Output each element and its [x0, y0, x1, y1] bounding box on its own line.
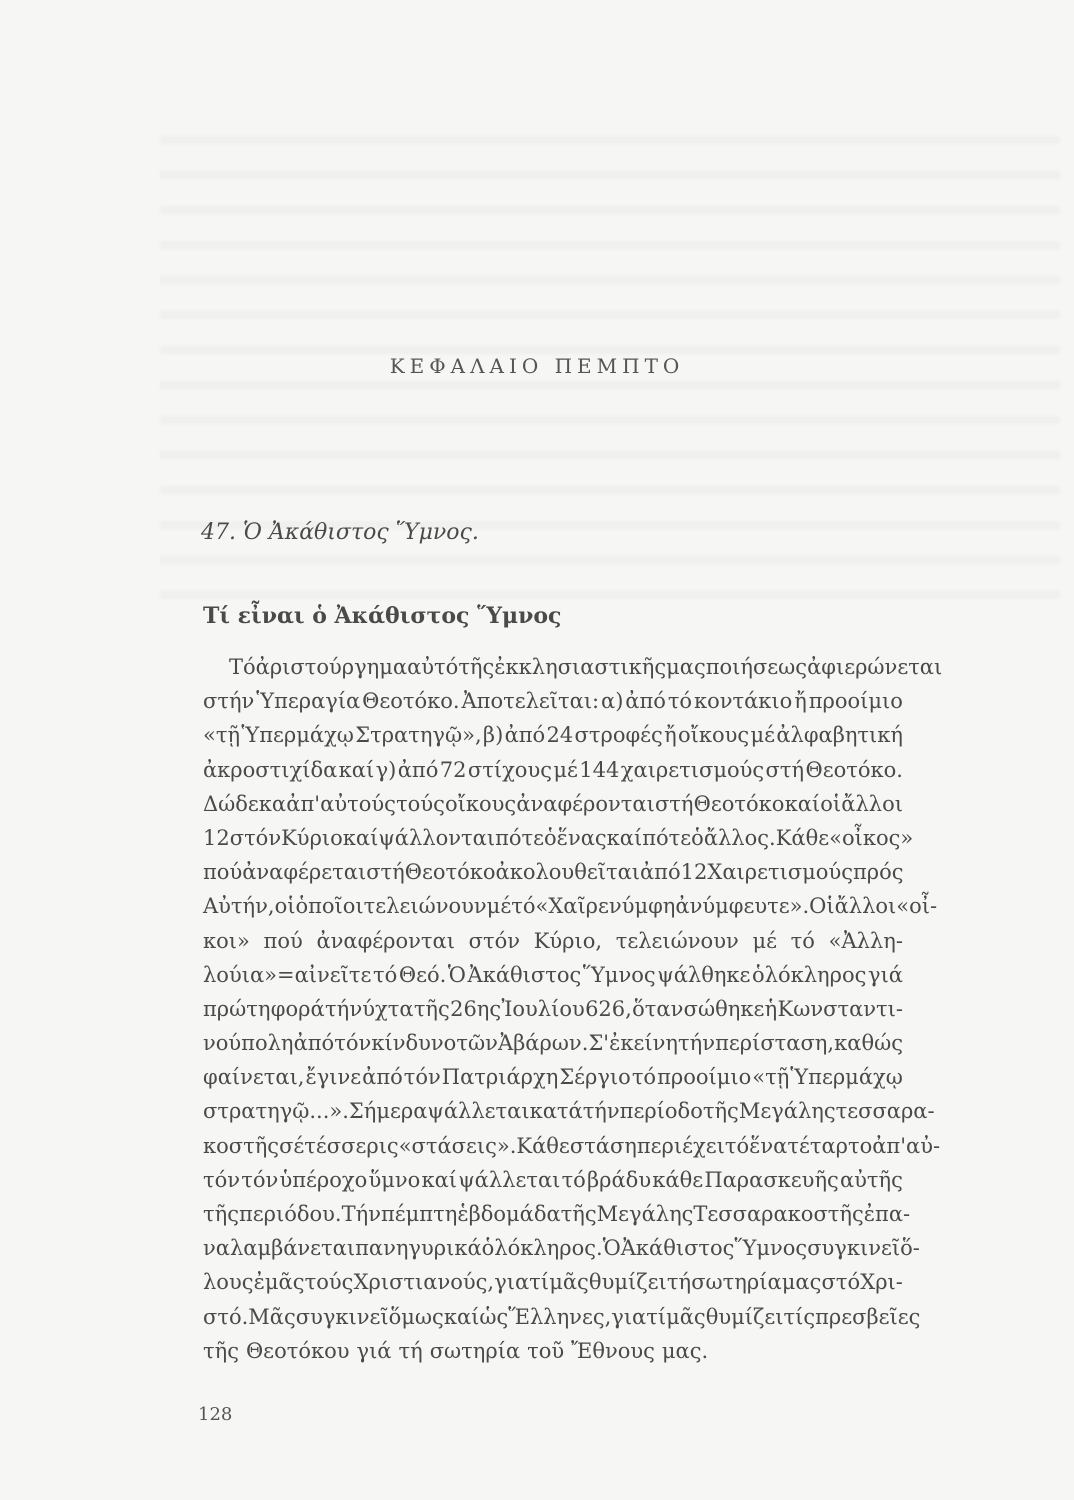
word: ἀπό — [362, 1065, 403, 1090]
word: ὅταν — [632, 996, 684, 1021]
word: μᾶς — [549, 1270, 589, 1295]
word: ἀπό — [293, 1031, 335, 1056]
word: πού — [203, 860, 243, 885]
word: τή — [666, 1270, 692, 1295]
word: στή — [765, 757, 805, 782]
word: στάση — [569, 1133, 637, 1158]
word: ὁλόκληρος — [752, 962, 867, 987]
word: ὡς — [479, 1304, 509, 1329]
word: α) — [601, 689, 624, 714]
word: ψάλλεται — [458, 1167, 561, 1192]
word: πρός — [852, 860, 904, 885]
word: 144 — [579, 757, 620, 782]
word: λούια»=αἰνεῖτε — [203, 962, 372, 987]
word: 72 — [439, 757, 467, 782]
word: ἐπα- — [863, 1202, 911, 1226]
word: ἑβδομάδα — [457, 1202, 561, 1226]
word: τῶν — [456, 1031, 498, 1056]
word: περιέχει — [636, 1133, 725, 1158]
word: στό. — [203, 1304, 249, 1329]
word: Θεοτόκου — [245, 1338, 350, 1363]
word: νύμφη — [608, 894, 676, 919]
word: μας. — [661, 1338, 709, 1363]
word: γιά — [356, 1338, 392, 1363]
body-line — [203, 718, 903, 752]
word: Ἀβάρων. — [497, 1031, 589, 1056]
body-line — [203, 1300, 921, 1334]
word: τή — [324, 996, 350, 1021]
word: ἀκολουθεῖται — [495, 860, 640, 885]
body-line — [203, 1060, 903, 1094]
word: στό — [821, 1270, 861, 1295]
word: καί — [784, 791, 821, 816]
word: Ἕλληνες, — [508, 1304, 612, 1329]
word: τοῦ — [527, 1338, 565, 1363]
word: Κύριο, — [533, 928, 603, 953]
word: κατά — [529, 1099, 583, 1124]
word: στρατηγῷ...». — [203, 1099, 349, 1124]
word: Θεοτόκο — [404, 860, 496, 885]
word: Θεοτόκο. — [362, 689, 460, 714]
word: προοίμιο — [657, 1065, 752, 1090]
word: Χαιρετισμούς — [707, 860, 853, 885]
word: τούς — [396, 791, 445, 816]
word: ἤ — [794, 689, 807, 714]
body-line — [203, 924, 903, 958]
word: καί — [421, 1167, 457, 1192]
word: ἕνα — [749, 1133, 788, 1158]
word: βράδυ — [587, 1167, 652, 1192]
word: τό — [372, 962, 398, 987]
word: Πατριάρχη — [441, 1065, 559, 1090]
word: τῆς — [560, 1202, 597, 1226]
word: ἀλφαβητική — [776, 723, 903, 748]
body-line — [203, 1129, 941, 1163]
word: ναλαμβάνεται — [203, 1236, 356, 1261]
word: Αὐτήν, — [203, 894, 275, 919]
word: ἀριστούργημα — [255, 655, 408, 679]
word: οἱ — [274, 894, 296, 919]
word: ἀφιερώνεται — [807, 655, 943, 679]
word: τέταρτο — [787, 1133, 873, 1158]
word: κάθε — [652, 1167, 704, 1192]
word: μας — [666, 655, 706, 679]
word: τό — [724, 1133, 750, 1158]
word: Τό — [229, 655, 256, 679]
word: αὐτούς — [320, 791, 396, 816]
word: ὑπέροχο — [279, 1167, 368, 1192]
word: μέ — [752, 928, 777, 953]
word: μᾶς — [666, 1304, 706, 1329]
word: ἔγινε — [305, 1065, 362, 1090]
word: στόν — [229, 825, 282, 850]
word: πότε — [495, 825, 545, 850]
word: «τῇ — [203, 723, 241, 748]
body-line — [203, 753, 903, 787]
word: τή — [398, 1338, 423, 1363]
word: Χρι- — [860, 1270, 903, 1295]
word: ὅ- — [900, 1236, 920, 1261]
word: Σέργιο — [559, 1065, 631, 1090]
word: «τῇ — [752, 1065, 790, 1090]
word: χαιρετισμούς — [620, 757, 765, 782]
word: σωτηρία — [691, 1270, 782, 1295]
body-line — [203, 992, 903, 1026]
word: ἀπό — [397, 757, 439, 782]
body-line — [203, 889, 938, 923]
word: β) — [482, 723, 504, 748]
body-line — [203, 1026, 903, 1060]
body-line — [203, 684, 903, 718]
word: ψάλθηκε — [657, 962, 751, 987]
word: τό — [561, 1167, 586, 1192]
word: στόν — [468, 928, 521, 953]
word: συγκινεῖ — [295, 1304, 389, 1329]
word: Στρατηγῷ», — [355, 723, 482, 748]
word: Ὑπεραγία — [256, 689, 361, 714]
word: στή — [654, 791, 694, 816]
word: αὐ- — [906, 1133, 941, 1158]
word: Ἰουλίου — [501, 996, 585, 1021]
word: οἴκους — [678, 723, 750, 748]
word: προοίμιο — [808, 689, 903, 714]
word: μας — [781, 1270, 822, 1295]
word: ἀναφέρονται — [316, 928, 455, 953]
word: ὅμως — [388, 1304, 444, 1329]
word: τελειώνουν — [363, 894, 487, 919]
word: γιατί — [611, 1304, 667, 1329]
word: ἄλλοι — [834, 894, 897, 919]
word: θυμίζει — [705, 1304, 784, 1329]
body-line — [203, 1265, 903, 1299]
word: νούπολη — [203, 1031, 294, 1056]
subheading: Τί εἶναι ὁ Ἀκάθιστος Ὕμνος — [203, 603, 562, 629]
word: γιατί — [494, 1270, 550, 1295]
word: τῆς — [203, 1202, 239, 1226]
word: σωτηρία — [429, 1338, 521, 1363]
word: Παρασκευῆς — [704, 1167, 839, 1192]
word: Μεγάλης — [738, 1099, 836, 1124]
word: γ) — [375, 757, 397, 782]
word: «Χαῖρε — [535, 894, 609, 919]
word: ψάλλονται — [378, 825, 496, 850]
word: ἄλλος. — [703, 825, 776, 850]
word: Ἀκάθιστος — [467, 962, 582, 987]
word: λους — [203, 1270, 254, 1295]
word: ψάλλεται — [427, 1099, 530, 1124]
word: Κύριο — [281, 825, 343, 850]
word: Ὑπερμάχῳ — [790, 1065, 903, 1090]
word: ἀπό — [504, 723, 546, 748]
word: 24 — [546, 723, 574, 748]
word: ὁποῖοι — [295, 894, 364, 919]
word: τό — [631, 1065, 657, 1090]
word: τό — [667, 689, 693, 714]
word: μέ — [486, 894, 512, 919]
word: στή — [366, 860, 405, 885]
word: συγκινεῖ — [807, 1236, 901, 1261]
word: στίχους — [467, 757, 552, 782]
body-line — [203, 650, 943, 684]
word: Ἔθνους — [571, 1338, 655, 1363]
word: Τεσσαρακοστῆς — [693, 1202, 864, 1226]
word: τόν — [241, 1167, 279, 1192]
word: πρεσβεῖες — [815, 1304, 921, 1329]
word: Σ' — [588, 1031, 610, 1056]
word: 626, — [585, 996, 632, 1021]
body-line — [203, 1163, 903, 1197]
word: ἕνας — [556, 825, 607, 850]
word: ὁλόκληρος. — [481, 1236, 603, 1261]
word: ἀπ' — [872, 1133, 907, 1158]
word: τῆς — [203, 1338, 239, 1363]
word: νύχτα — [349, 996, 414, 1021]
word: μέ — [553, 757, 578, 782]
word: καί — [606, 825, 643, 850]
word: καί — [338, 757, 375, 782]
word: πέμπτη — [380, 1202, 458, 1226]
word: ὁ — [544, 825, 557, 850]
word: Τήν — [341, 1202, 381, 1226]
word: ἀναφέρονται — [516, 791, 655, 816]
word: τῆς — [702, 1099, 739, 1124]
word: τίς — [783, 1304, 816, 1329]
body-line — [203, 1197, 911, 1231]
body-line — [203, 1094, 935, 1128]
word: τελειώνουν — [615, 928, 739, 953]
word: ἤ — [664, 723, 677, 748]
word: τόν — [203, 1167, 241, 1192]
word: ἐκκλησιαστικῆς — [494, 655, 667, 679]
word: ποιήσεως — [705, 655, 808, 679]
word: Ἀποτελεῖται: — [461, 689, 600, 714]
word: ἀναφέρεται — [242, 860, 367, 885]
word: μέ — [750, 723, 776, 748]
word: «στάσεις». — [398, 1133, 517, 1158]
word: Ὁ — [602, 1236, 621, 1261]
word: Θεοτόκο. — [805, 757, 903, 782]
word: περιόδου. — [238, 1202, 342, 1226]
word: τόν — [334, 1031, 372, 1056]
word: ἀπ' — [286, 791, 321, 816]
word: κίνδυνο — [371, 1031, 457, 1056]
body-line — [203, 787, 903, 821]
word: τῆς — [458, 655, 495, 679]
word: οἴκους — [445, 791, 517, 816]
chapter-title: ΚΕΦΑΛΑΙΟ ΠΕΜΠΤΟ — [389, 354, 685, 378]
word: πότε — [642, 825, 692, 850]
word: τῆς — [413, 996, 450, 1021]
word: Θεοτόκο — [693, 791, 785, 816]
word: ὕμνο — [368, 1167, 421, 1192]
word: κοι» — [203, 928, 250, 953]
word: γιά — [868, 962, 903, 987]
body-line — [203, 1231, 920, 1265]
word: Σήμερα — [348, 1099, 428, 1124]
word: ἀπό — [640, 860, 681, 885]
word: οἱ — [820, 791, 842, 816]
word: καί — [443, 1304, 480, 1329]
word: Κάθε — [775, 825, 830, 850]
word: ἐκείνη — [609, 1031, 678, 1056]
body-paragraph — [203, 650, 943, 1368]
word: πανηγυρικά — [355, 1236, 482, 1261]
word: Κωνσταντι- — [777, 996, 903, 1021]
word: Δώδεκα — [203, 791, 287, 816]
body-line — [203, 958, 903, 992]
word: Θεό. — [398, 962, 447, 987]
word: ὁ — [691, 825, 704, 850]
word: στροφές — [574, 723, 663, 748]
word: ἀκροστιχίδα — [203, 757, 338, 782]
word: ἀπό — [625, 689, 666, 714]
word: Ὕμνος — [734, 1236, 808, 1261]
word: στήν — [203, 689, 255, 714]
word: φαίνεται, — [203, 1065, 305, 1090]
word: τόν — [403, 1065, 441, 1090]
word: Μᾶς — [248, 1304, 296, 1329]
word: περίοδο — [619, 1099, 703, 1124]
word: «οἶ- — [896, 894, 938, 919]
word: τούς — [304, 1270, 354, 1295]
word: ἀνύμφευτε». — [675, 894, 810, 919]
word: τήν — [582, 1099, 620, 1124]
word: τήν — [678, 1031, 716, 1056]
word: αὐτό — [407, 655, 459, 679]
page-number: 128 — [198, 1404, 233, 1425]
word: ἄλλοι — [841, 791, 903, 816]
word: πρώτη — [203, 996, 271, 1021]
word: Ἀκάθιστος — [620, 1236, 735, 1261]
word: θυμίζει — [588, 1270, 667, 1295]
section-heading: 47. Ὁ Ἀκάθιστος Ὕμνος. — [201, 520, 479, 545]
body-line — [203, 821, 914, 855]
word: κοστῆς — [203, 1133, 280, 1158]
word: ἐμᾶς — [253, 1270, 305, 1295]
word: καθώς — [834, 1031, 903, 1056]
word: κοντάκιο — [693, 689, 793, 714]
word: τέσσερις — [304, 1133, 399, 1158]
word: πού — [263, 928, 303, 953]
word: Οἱ — [809, 894, 835, 919]
word: σώθηκε — [683, 996, 765, 1021]
word: «Ἀλλη- — [828, 928, 903, 953]
body-line — [203, 1334, 903, 1368]
body-line — [203, 855, 903, 889]
word: Ὑπερμάχῳ — [241, 723, 354, 748]
word: καί — [342, 825, 379, 850]
word: περίσταση, — [715, 1031, 835, 1056]
word: αὐτῆς — [839, 1167, 903, 1192]
word: Χριστιανούς, — [353, 1270, 495, 1295]
word: 12 — [680, 860, 708, 885]
word: 12 — [203, 825, 230, 850]
word: 26ης — [450, 996, 502, 1021]
word: Μεγάλης — [596, 1202, 694, 1226]
word: τό — [790, 928, 815, 953]
word: Ὁ — [447, 962, 466, 987]
word: σέ — [279, 1133, 305, 1158]
word: Ὕμνος — [582, 962, 656, 987]
word: τό — [511, 894, 536, 919]
word: ἡ — [764, 996, 778, 1021]
word: φορά — [270, 996, 325, 1021]
word: Κάθε — [516, 1133, 570, 1158]
word: «οἶκος» — [829, 825, 914, 850]
word: τεσσαρα- — [835, 1099, 935, 1124]
